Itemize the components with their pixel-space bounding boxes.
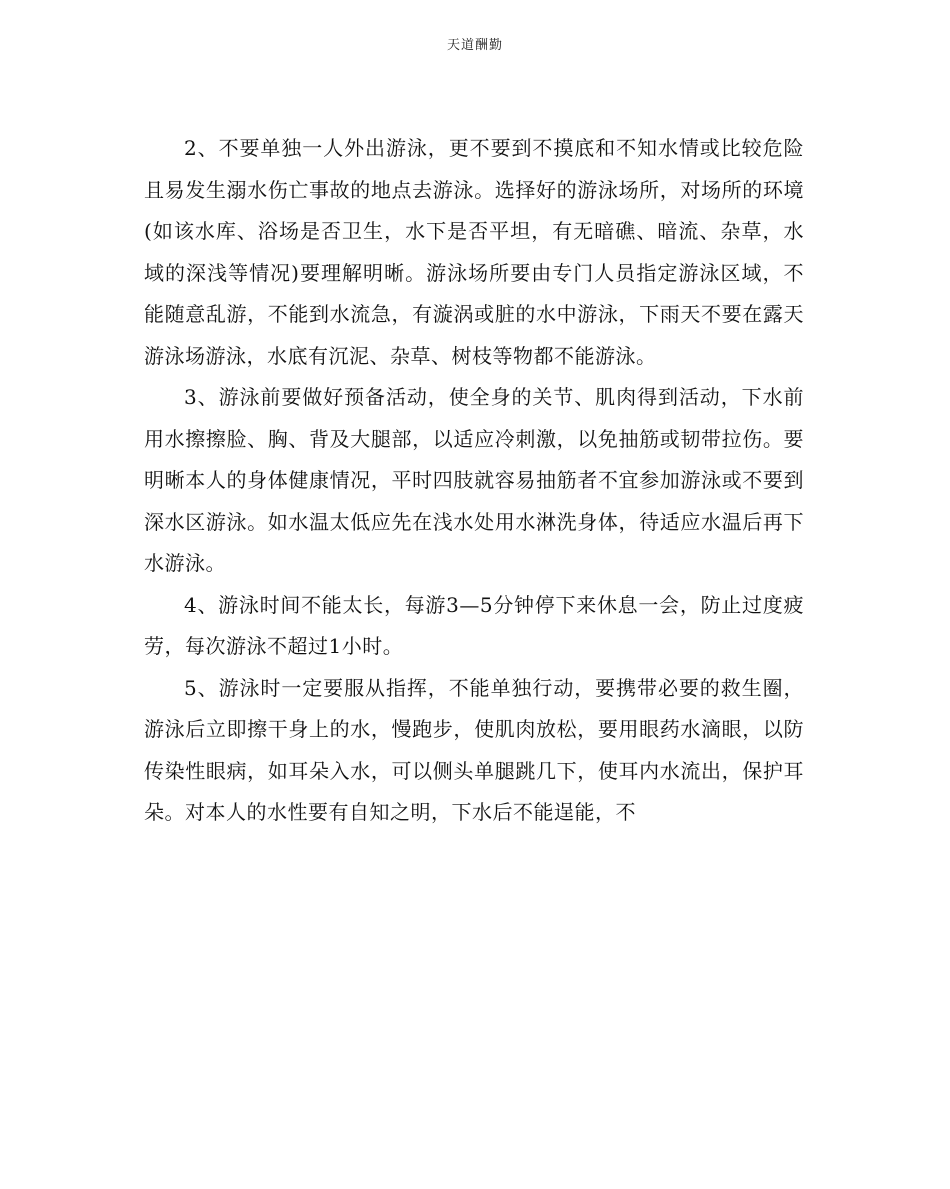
paragraph-4: 4、游泳时间不能太长，每游3—5分钟停下来休息一会，防止过度疲劳，每次游泳不超过1小时。 — [144, 592, 804, 658]
paragraph-5: 5、游泳时一定要服从指挥，不能单独行动，要携带必要的救生圈，游泳后立即擦干身上的水，慢跑步，使肌肉放松，要用眼药水滴眼，以防传染性眼病，如耳朵入水，可以侧头单腿跳几下，使耳内水流出，保护耳朵。对本人的水性要有自知之明，下水后不能逞能，不 — [144, 675, 804, 824]
page-header: 天道酬勤 — [446, 38, 503, 53]
paragraph-3: 3、游泳前要做好预备活动，使全身的关节、肌肉得到活动，下水前用水擦擦脸、胸、背及大腿部，以适应冷刺激，以免抽筋或韧带拉伤。要明晰本人的身体健康情况，平时四肢就容易抽筋者不宜参加游泳或不要到深水区游泳。如水温太低应先在浅水处用水淋洗身体，待适应水温后再下水游泳。 — [144, 385, 804, 575]
paragraph-2: 2、不要单独一人外出游泳，更不要到不摸底和不知水情或比较危险且易发生溺水伤亡事故的地点去游泳。选择好的游泳场所，对场所的环境(如该水库、浴场是否卫生，水下是否平坦，有无暗礁、暗流、杂草，水域的深浅等情况)要理解明晰。游泳场所要由专门人员指定游泳区域，不能随意乱游，不能到水流急，有漩涡或脏的水中游泳，下雨天不要在露天游泳场游泳，水底有沉泥、杂草、树枝等物都不能游泳。 — [144, 136, 804, 368]
document-body — [144, 128, 804, 834]
